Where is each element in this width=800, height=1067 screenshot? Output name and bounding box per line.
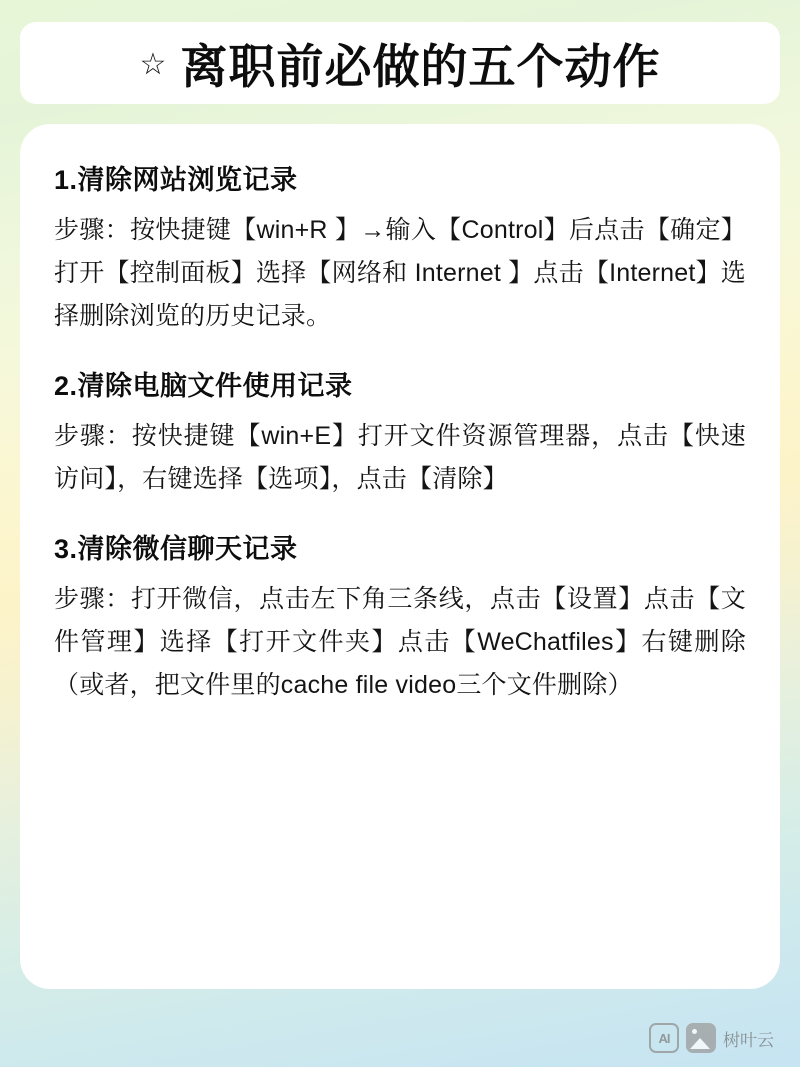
star-icon: ☆ xyxy=(139,48,167,81)
watermark-label: 树叶云 xyxy=(723,1030,774,1050)
image-icon xyxy=(686,1023,716,1053)
ai-badge-icon: AI xyxy=(649,1023,679,1053)
section-3-body: 步骤：打开微信，点击左下角三条线，点击【设置】点击【文件管理】选择【打开文件夹】点击【WeChatfiles】右键删除（或者，把文件里的cache file video三个文件删除） xyxy=(54,585,746,699)
section-2 xyxy=(54,364,746,501)
watermark xyxy=(649,1023,774,1053)
content-card xyxy=(20,124,780,989)
section-3-heading: 3.清除微信聊天记录 xyxy=(54,534,298,564)
title-banner xyxy=(20,22,780,104)
section-1 xyxy=(54,158,746,338)
section-1-heading: 1.清除网站浏览记录 xyxy=(54,165,298,195)
section-1-body: 步骤：按快捷键【win+R 】→输入【Control】后点击【确定】打开【控制面板】选择【网络和 Internet 】点击【Internet】选择删除浏览的历史记录。 xyxy=(54,216,746,330)
section-2-body: 步骤：按快捷键【win+E】打开文件资源管理器，点击【快速访问】，右键选择【选项】，点击【清除】 xyxy=(54,422,746,493)
section-3 xyxy=(54,527,746,707)
page-title: 离职前必做的五个动作 xyxy=(180,39,661,93)
section-2-heading: 2.清除电脑文件使用记录 xyxy=(54,371,353,401)
